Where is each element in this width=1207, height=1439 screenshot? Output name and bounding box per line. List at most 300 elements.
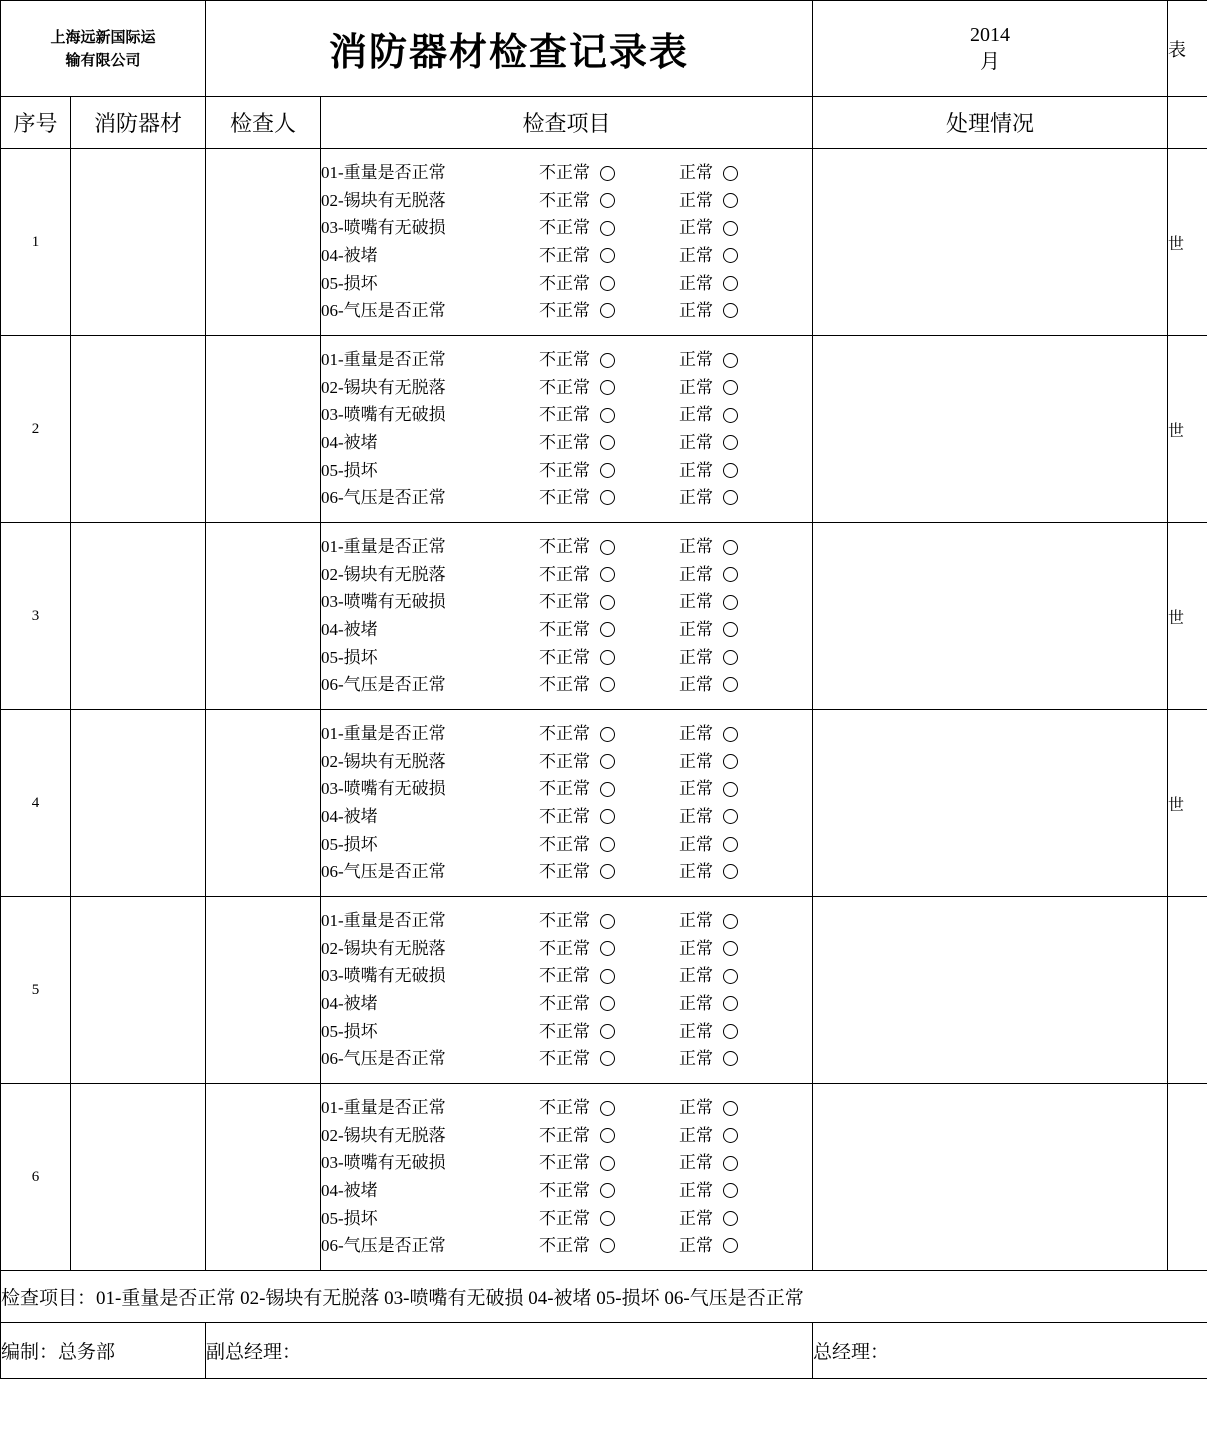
abnormal-label: 不正常 [539,190,590,210]
check-item-label: 05-损坏 [321,834,378,854]
normal-radio-circle-icon[interactable] [723,1211,738,1226]
table-row [1,336,1207,523]
abnormal-option[interactable] [539,858,679,886]
abnormal-option[interactable] [539,297,679,325]
normal-radio-circle-icon[interactable] [723,914,738,929]
check-item-line [321,270,812,298]
row-equipment-input[interactable] [71,336,206,523]
normal-option[interactable] [679,1018,779,1046]
row-handling-input[interactable] [813,523,1168,710]
check-item-line [321,297,812,325]
table-row [1,523,1207,710]
check-item-label: 01-重量是否正常 [321,163,446,183]
check-item-line [321,187,812,215]
normal-label: 正常 [679,807,713,826]
row-inspector-input[interactable] [206,523,321,710]
row-sequence-number: 6 [1,1084,71,1271]
normal-label: 正常 [679,911,713,931]
row-handling-input[interactable] [813,149,1168,336]
abnormal-label: 不正常 [539,246,590,265]
abnormal-label: 不正常 [539,350,590,370]
abnormal-radio-circle-icon[interactable] [600,303,615,318]
abnormal-radio-circle-icon[interactable] [600,166,615,181]
normal-radio-circle-icon[interactable] [723,248,738,263]
check-item-line [321,159,812,187]
check-item-line [321,1149,812,1177]
abnormal-radio-circle-icon[interactable] [600,1101,615,1116]
row-inspector-input[interactable] [206,710,321,897]
normal-label: 正常 [679,1049,713,1069]
check-item-label: 04-被堵 [321,246,378,265]
normal-radio-circle-icon[interactable] [723,408,738,423]
row-check-items [321,897,813,1084]
abnormal-radio-circle-icon[interactable] [600,941,615,956]
row-equipment-input[interactable] [71,523,206,710]
abnormal-label: 不正常 [539,938,590,958]
normal-radio-circle-icon[interactable] [723,1238,738,1253]
row-equipment-input[interactable] [71,897,206,1084]
abnormal-option[interactable] [539,831,679,859]
check-item-line [321,401,812,429]
normal-radio-circle-icon[interactable] [723,540,738,555]
abnormal-option[interactable] [539,561,679,589]
check-item-line [321,1018,812,1046]
abnormal-option[interactable] [539,346,679,374]
abnormal-label: 不正常 [539,724,590,744]
normal-option[interactable] [679,831,779,859]
row-sequence-number: 5 [1,897,71,1084]
abnormal-label: 不正常 [539,862,590,882]
abnormal-label: 不正常 [539,377,590,397]
normal-option[interactable] [679,858,779,886]
normal-label: 正常 [679,1181,713,1200]
normal-option[interactable] [679,533,779,561]
normal-option[interactable] [679,1122,779,1150]
abnormal-option[interactable] [539,159,679,187]
check-item-line [321,831,812,859]
normal-option[interactable] [679,484,779,512]
check-item-label: 05-损坏 [321,647,378,667]
company-name-line-2: 输有限公司 [65,50,141,69]
normal-option[interactable] [679,907,779,935]
column-header-inspector: 检查人 [206,97,321,149]
normal-label: 正常 [679,994,713,1013]
normal-label: 正常 [679,938,713,958]
abnormal-radio-circle-icon[interactable] [600,221,615,236]
normal-label: 正常 [679,460,713,480]
normal-radio-circle-icon[interactable] [723,996,738,1011]
row-equipment-input[interactable] [71,1084,206,1271]
normal-option[interactable] [679,962,779,990]
abnormal-radio-circle-icon[interactable] [600,754,615,769]
normal-option[interactable] [679,401,779,429]
normal-label: 正常 [679,862,713,882]
normal-option[interactable] [679,1149,779,1177]
column-header-tail [1168,97,1207,149]
table-row [1,149,1207,336]
check-item-label: 01-重量是否正常 [321,537,446,557]
abnormal-option[interactable] [539,748,679,776]
normal-radio-circle-icon[interactable] [723,166,738,181]
row-equipment-input[interactable] [71,710,206,897]
abnormal-option[interactable] [539,935,679,963]
normal-label: 正常 [679,273,713,293]
normal-option[interactable] [679,1232,779,1260]
normal-radio-circle-icon[interactable] [723,622,738,637]
check-item-label: 06-气压是否正常 [321,1236,446,1256]
normal-label: 正常 [679,966,713,986]
row-tail-stub: 世 [1168,336,1207,523]
check-item-label: 01-重量是否正常 [321,1098,446,1118]
normal-radio-circle-icon[interactable] [723,490,738,505]
normal-option[interactable] [679,775,779,803]
row-handling-input[interactable] [813,336,1168,523]
normal-radio-circle-icon[interactable] [723,727,738,742]
row-handling-input[interactable] [813,1084,1168,1271]
check-item-line [321,374,812,402]
normal-radio-circle-icon[interactable] [723,864,738,879]
abnormal-radio-circle-icon[interactable] [600,380,615,395]
normal-option[interactable] [679,1205,779,1233]
normal-radio-circle-icon[interactable] [723,303,738,318]
abnormal-radio-circle-icon[interactable] [600,1051,615,1066]
date-cell [813,1,1168,97]
abnormal-radio-circle-icon[interactable] [600,1183,615,1198]
check-item-line [321,990,812,1018]
check-item-line [321,775,812,803]
row-sequence-number: 2 [1,336,71,523]
abnormal-label: 不正常 [539,620,590,639]
abnormal-option[interactable] [539,187,679,215]
abnormal-label: 不正常 [539,1181,590,1200]
abnormal-radio-circle-icon[interactable] [600,677,615,692]
abnormal-radio-circle-icon[interactable] [600,248,615,263]
abnormal-label: 不正常 [539,834,590,854]
normal-label: 正常 [679,779,713,799]
abnormal-option[interactable] [539,533,679,561]
normal-option[interactable] [679,429,779,457]
normal-option[interactable] [679,720,779,748]
column-header-handling: 处理情况 [813,97,1168,149]
check-item-label: 03-喷嘴有无破损 [321,592,446,612]
normal-label: 正常 [679,246,713,265]
normal-label: 正常 [679,190,713,210]
company-name-line-1: 上海远新国际运 [50,28,156,46]
abnormal-option[interactable] [539,484,679,512]
normal-radio-circle-icon[interactable] [723,353,738,368]
normal-label: 正常 [679,433,713,452]
normal-option[interactable] [679,242,779,270]
row-inspector-input[interactable] [206,149,321,336]
check-item-label: 04-被堵 [321,1181,378,1200]
abnormal-option[interactable] [539,270,679,298]
abnormal-label: 不正常 [539,273,590,293]
abnormal-radio-circle-icon[interactable] [600,463,615,478]
normal-option[interactable] [679,644,779,672]
abnormal-option[interactable] [539,1149,679,1177]
normal-option[interactable] [679,803,779,831]
normal-option[interactable] [679,588,779,616]
abnormal-radio-circle-icon[interactable] [600,567,615,582]
abnormal-option[interactable] [539,775,679,803]
abnormal-radio-circle-icon[interactable] [600,276,615,291]
row-handling-input[interactable] [813,897,1168,1084]
normal-option[interactable] [679,346,779,374]
normal-radio-circle-icon[interactable] [723,677,738,692]
check-item-label: 05-损坏 [321,1208,378,1228]
abnormal-label: 不正常 [539,779,590,799]
normal-radio-circle-icon[interactable] [723,1101,738,1116]
normal-radio-circle-icon[interactable] [723,193,738,208]
check-item-label: 02-锡块有无脱落 [321,377,446,397]
company-cell [1,1,206,97]
normal-radio-circle-icon[interactable] [723,650,738,665]
abnormal-label: 不正常 [539,592,590,612]
row-inspector-input[interactable] [206,336,321,523]
normal-option[interactable] [679,1045,779,1073]
check-item-line [321,588,812,616]
column-header-seq: 序号 [1,97,71,149]
note-row [1,1271,1207,1323]
abnormal-label: 不正常 [539,994,590,1013]
row-tail-stub: 世 [1168,710,1207,897]
normal-label: 正常 [679,163,713,183]
abnormal-label: 不正常 [539,218,590,238]
check-item-label: 06-气压是否正常 [321,488,446,508]
normal-radio-circle-icon[interactable] [723,1156,738,1171]
check-item-line [321,1045,812,1073]
row-equipment-input[interactable] [71,149,206,336]
check-item-line [321,1122,812,1150]
row-inspector-input[interactable] [206,1084,321,1271]
abnormal-radio-circle-icon[interactable] [600,353,615,368]
abnormal-radio-circle-icon[interactable] [600,782,615,797]
check-item-label: 02-锡块有无脱落 [321,1125,446,1145]
normal-option[interactable] [679,1177,779,1205]
check-item-label: 06-气压是否正常 [321,1049,446,1069]
normal-label: 正常 [679,301,713,321]
abnormal-option[interactable] [539,1094,679,1122]
normal-option[interactable] [679,374,779,402]
normal-radio-circle-icon[interactable] [723,463,738,478]
normal-label: 正常 [679,620,713,639]
check-item-line [321,644,812,672]
header-row [1,1,1207,97]
normal-radio-circle-icon[interactable] [723,435,738,450]
abnormal-label: 不正常 [539,301,590,321]
normal-radio-circle-icon[interactable] [723,380,738,395]
row-tail-stub: 世 [1168,523,1207,710]
check-item-line [321,616,812,644]
page-title: 消防器材检查记录表 [329,32,690,74]
check-item-line [321,748,812,776]
check-item-line [321,935,812,963]
table-row [1,710,1207,897]
check-item-label: 05-损坏 [321,460,378,480]
check-item-label: 05-损坏 [321,273,378,293]
normal-radio-circle-icon[interactable] [723,754,738,769]
abnormal-radio-circle-icon[interactable] [600,193,615,208]
normal-option[interactable] [679,748,779,776]
abnormal-radio-circle-icon[interactable] [600,1156,615,1171]
normal-option[interactable] [679,990,779,1018]
row-sequence-number: 1 [1,149,71,336]
abnormal-radio-circle-icon[interactable] [600,540,615,555]
normal-radio-circle-icon[interactable] [723,969,738,984]
abnormal-radio-circle-icon[interactable] [600,622,615,637]
normal-label: 正常 [679,647,713,667]
normal-option[interactable] [679,935,779,963]
abnormal-radio-circle-icon[interactable] [600,864,615,879]
abnormal-label: 不正常 [539,488,590,508]
abnormal-radio-circle-icon[interactable] [600,490,615,505]
check-item-label: 02-锡块有无脱落 [321,564,446,584]
abnormal-option[interactable] [539,588,679,616]
abnormal-option[interactable] [539,374,679,402]
check-item-label: 06-气压是否正常 [321,675,446,695]
check-item-line [321,803,812,831]
row-sequence-number: 4 [1,710,71,897]
normal-option[interactable] [679,214,779,242]
abnormal-radio-circle-icon[interactable] [600,914,615,929]
abnormal-option[interactable] [539,1122,679,1150]
normal-option[interactable] [679,159,779,187]
check-item-line [321,242,812,270]
abnormal-label: 不正常 [539,460,590,480]
check-item-line [321,720,812,748]
abnormal-option[interactable] [539,720,679,748]
check-item-label: 01-重量是否正常 [321,724,446,744]
abnormal-radio-circle-icon[interactable] [600,837,615,852]
normal-option[interactable] [679,270,779,298]
abnormal-radio-circle-icon[interactable] [600,595,615,610]
header-right-stub: 表 [1168,1,1207,97]
check-item-label: 03-喷嘴有无破损 [321,218,446,238]
check-item-label: 02-锡块有无脱落 [321,938,446,958]
row-handling-input[interactable] [813,710,1168,897]
check-item-label: 01-重量是否正常 [321,911,446,931]
abnormal-option[interactable] [539,1045,679,1073]
row-inspector-input[interactable] [206,897,321,1084]
abnormal-label: 不正常 [539,433,590,452]
normal-radio-circle-icon[interactable] [723,276,738,291]
check-item-label: 06-气压是否正常 [321,301,446,321]
row-check-items [321,149,813,336]
row-tail-stub: 世 [1168,149,1207,336]
prepared-by-field: 编制：总务部 [1,1323,206,1379]
normal-label: 正常 [679,405,713,425]
check-item-line [321,484,812,512]
normal-option[interactable] [679,297,779,325]
abnormal-option[interactable] [539,671,679,699]
table-body [1,149,1207,1271]
abnormal-option[interactable] [539,1205,679,1233]
abnormal-option[interactable] [539,990,679,1018]
normal-radio-circle-icon[interactable] [723,1183,738,1198]
normal-radio-circle-icon[interactable] [723,782,738,797]
check-item-label: 02-锡块有无脱落 [321,190,446,210]
check-item-label: 03-喷嘴有无破损 [321,1153,446,1173]
abnormal-label: 不正常 [539,1153,590,1173]
abnormal-label: 不正常 [539,1021,590,1041]
check-item-line [321,1205,812,1233]
abnormal-option[interactable] [539,242,679,270]
abnormal-option[interactable] [539,907,679,935]
normal-label: 正常 [679,377,713,397]
normal-option[interactable] [679,187,779,215]
abnormal-radio-circle-icon[interactable] [600,1024,615,1039]
abnormal-label: 不正常 [539,405,590,425]
abnormal-radio-circle-icon[interactable] [600,996,615,1011]
abnormal-label: 不正常 [539,1125,590,1145]
normal-radio-circle-icon[interactable] [723,809,738,824]
abnormal-radio-circle-icon[interactable] [600,727,615,742]
abnormal-option[interactable] [539,401,679,429]
abnormal-radio-circle-icon[interactable] [600,1128,615,1143]
date-year: 2014 [970,23,1011,46]
abnormal-label: 不正常 [539,807,590,826]
abnormal-radio-circle-icon[interactable] [600,435,615,450]
abnormal-option[interactable] [539,616,679,644]
row-check-items [321,710,813,897]
abnormal-label: 不正常 [539,1049,590,1069]
abnormal-option[interactable] [539,803,679,831]
abnormal-option[interactable] [539,1232,679,1260]
normal-label: 正常 [679,1153,713,1173]
row-tail-stub [1168,1084,1207,1271]
check-item-label: 04-被堵 [321,994,378,1013]
check-item-label: 06-气压是否正常 [321,862,446,882]
abnormal-label: 不正常 [539,1208,590,1228]
check-item-label: 04-被堵 [321,620,378,639]
normal-radio-circle-icon[interactable] [723,941,738,956]
normal-option[interactable] [679,671,779,699]
abnormal-option[interactable] [539,1018,679,1046]
check-item-line [321,346,812,374]
general-manager-field: 总经理： [813,1323,1207,1379]
abnormal-radio-circle-icon[interactable] [600,408,615,423]
normal-radio-circle-icon[interactable] [723,1051,738,1066]
normal-radio-circle-icon[interactable] [723,837,738,852]
abnormal-radio-circle-icon[interactable] [600,809,615,824]
abnormal-option[interactable] [539,457,679,485]
abnormal-option[interactable] [539,962,679,990]
date-month: 月 [980,50,1001,73]
normal-option[interactable] [679,457,779,485]
normal-radio-circle-icon[interactable] [723,1128,738,1143]
signature-row [1,1323,1207,1379]
abnormal-option[interactable] [539,1177,679,1205]
normal-option[interactable] [679,561,779,589]
normal-radio-circle-icon[interactable] [723,567,738,582]
abnormal-radio-circle-icon[interactable] [600,1238,615,1253]
normal-radio-circle-icon[interactable] [723,595,738,610]
normal-option[interactable] [679,1094,779,1122]
abnormal-radio-circle-icon[interactable] [600,650,615,665]
abnormal-label: 不正常 [539,564,590,584]
normal-option[interactable] [679,616,779,644]
abnormal-option[interactable] [539,644,679,672]
normal-radio-circle-icon[interactable] [723,1024,738,1039]
abnormal-option[interactable] [539,429,679,457]
abnormal-radio-circle-icon[interactable] [600,1211,615,1226]
check-item-line [321,214,812,242]
normal-radio-circle-icon[interactable] [723,221,738,236]
check-item-label: 03-喷嘴有无破损 [321,405,446,425]
normal-label: 正常 [679,1125,713,1145]
abnormal-radio-circle-icon[interactable] [600,969,615,984]
abnormal-option[interactable] [539,214,679,242]
